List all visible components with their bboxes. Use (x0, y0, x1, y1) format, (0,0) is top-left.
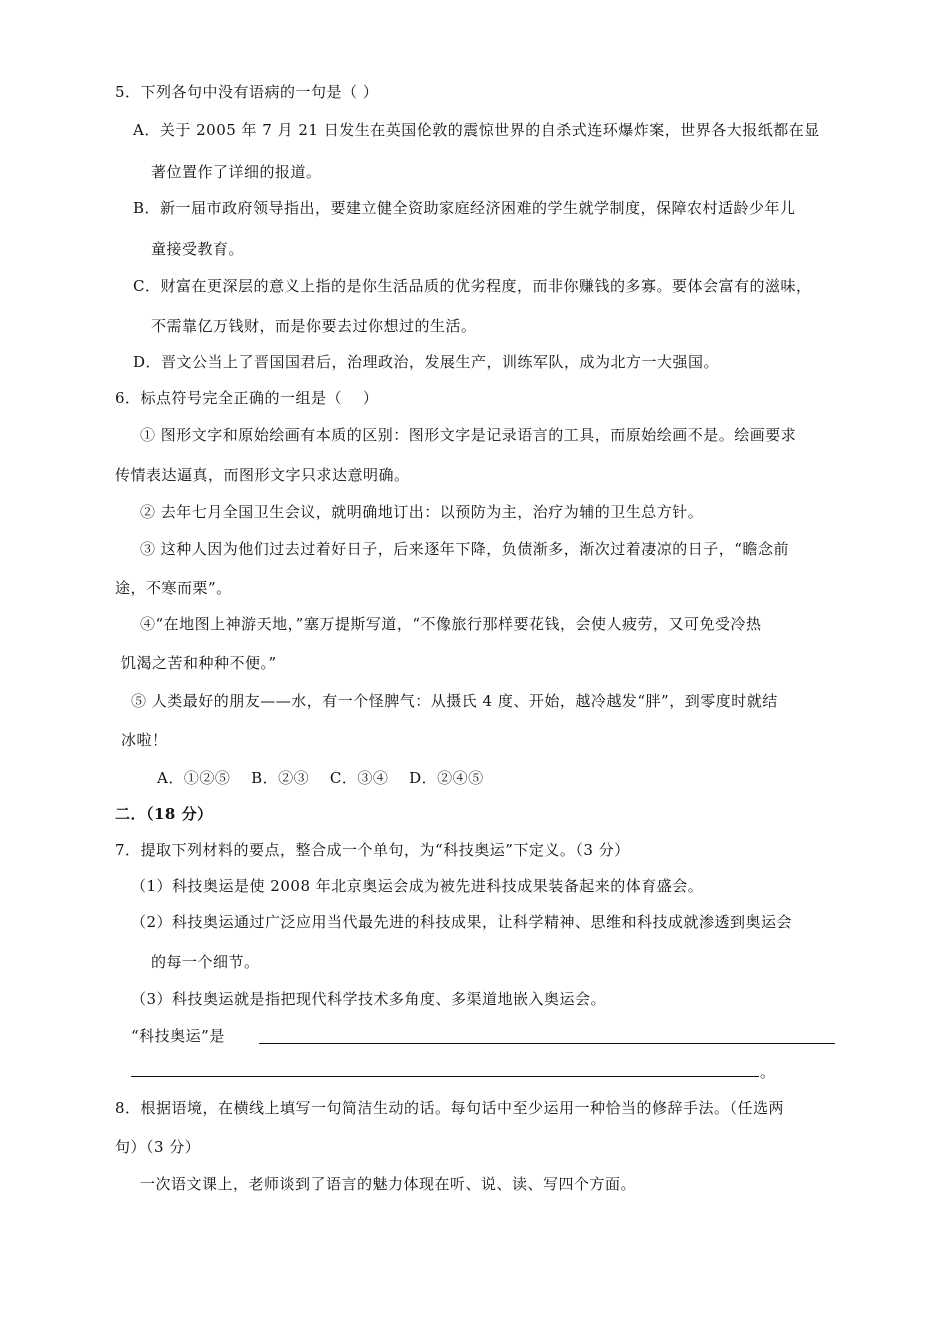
q6-sentence-4-cont: 饥渴之苦和种种不便。” (121, 654, 277, 672)
q7-stem: 7．提取下列材料的要点，整合成一个单句，为“科技奥运”下定义。（3 分） (115, 841, 630, 859)
q7-material-2: （2）科技奥运通过广泛应用当代最先进的科技成果，让科学精神、思维和科技成就渗透到奥运会 (131, 913, 793, 931)
q6-stem: 6．标点符号完全正确的一组是（ ） (115, 389, 379, 407)
q7-answer-line-1[interactable] (259, 1043, 835, 1044)
q5-option-b-cont: 童接受教育。 (151, 240, 245, 258)
q5-option-a-cont: 著位置作了详细的报道。 (151, 163, 322, 181)
q5-stem: 5．下列各句中没有语病的一句是（ ） (115, 83, 379, 101)
q5-option-a: A．关于 2005 年 7 月 21 日发生在英国伦敦的震惊世界的自杀式连环爆炸案，世界各大报纸都在显 (133, 121, 820, 139)
q7-material-3: （3）科技奥运就是指把现代科学技术多角度、多渠道地嵌入奥运会。 (131, 990, 607, 1008)
q8-stem: 8．根据语境，在横线上填写一句简洁生动的话。每句话中至少运用一种恰当的修辞手法。（任选两 (115, 1099, 785, 1117)
q6-sentence-3-cont: 途，不寒而栗”。 (115, 579, 232, 597)
q7-answer-line-2[interactable] (131, 1076, 759, 1077)
q7-answer-end: 。 (760, 1063, 776, 1081)
q5-option-c: C．财富在更深层的意义上指的是你生活品质的优劣程度，而非你赚钱的多寡。要体会富有的滋味， (133, 277, 812, 295)
q5-option-d: D．晋文公当上了晋国国君后，治理政治，发展生产，训练军队，成为北方一大强国。 (133, 353, 720, 371)
q8-stem-cont: 句）（3 分） (115, 1138, 201, 1156)
q7-material-1: （1）科技奥运是使 2008 年北京奥运会成为被先进科技成果装备起来的体育盛会。 (131, 877, 704, 895)
q5-option-c-cont: 不需靠亿万钱财，而是你要去过你想过的生活。 (151, 317, 477, 335)
q8-context: 一次语文课上，老师谈到了语言的魅力体现在听、说、读、写四个方面。 (140, 1175, 637, 1193)
section-2-heading: 二．（18 分） (115, 805, 213, 823)
q6-sentence-1-cont: 传情表达逼真，而图形文字只求达意明确。 (115, 466, 410, 484)
q6-sentence-1: ① 图形文字和原始绘画有本质的区别：图形文字是记录语言的工具，而原始绘画不是。绘画要求 (140, 426, 797, 444)
q7-material-2-cont: 的每一个细节。 (151, 953, 260, 971)
q6-options: A．①②⑤ B．②③ C．③④ D．②④⑤ (157, 769, 484, 787)
q6-sentence-5: ⑤ 人类最好的朋友——水，有一个怪脾气：从摄氏 4 度、开始，越冷越发“胖”，到零度时就结 (131, 692, 778, 710)
q6-sentence-4: ④“在地图上神游天地，”塞万提斯写道，“不像旅行那样要花钱，会使人疲劳，又可免受冷热 (140, 615, 762, 633)
q6-sentence-5-cont: 冰啦！ (121, 731, 168, 749)
q6-sentence-3: ③ 这种人因为他们过去过着好日子，后来逐年下降，负债渐多，渐次过着凄凉的日子，“瞻念前 (140, 540, 789, 558)
q6-sentence-2: ② 去年七月全国卫生会议，就明确地订出：以预防为主，治疗为辅的卫生总方针。 (140, 503, 704, 521)
q5-option-b: B．新一届市政府领导指出，要建立健全资助家庭经济困难的学生就学制度，保障农村适龄少年儿 (133, 199, 796, 217)
q7-answer-label: “科技奥运”是 (131, 1027, 225, 1045)
